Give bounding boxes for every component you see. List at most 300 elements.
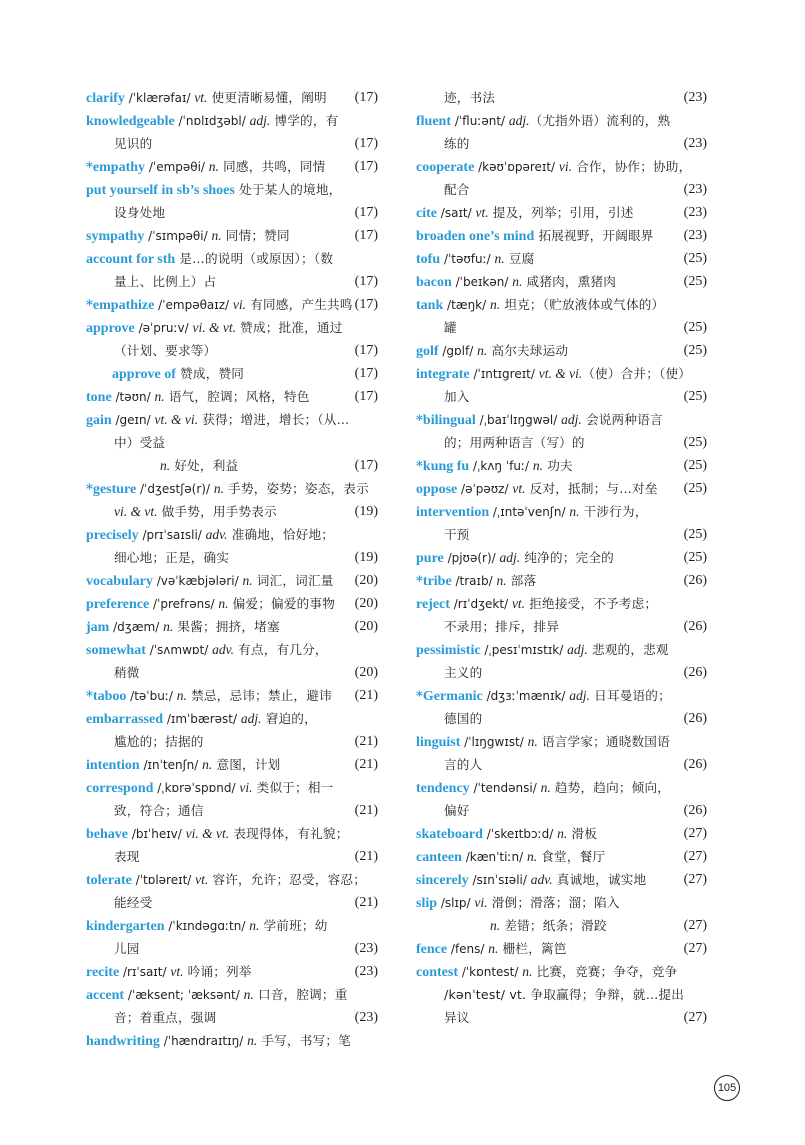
definition: 见识的 <box>114 136 153 151</box>
phonetic: /prɪˈsaɪsli/ <box>138 528 206 542</box>
definition: （使）合并；（使） <box>582 366 692 381</box>
headword: tank <box>416 298 444 313</box>
entry-line <box>86 293 378 316</box>
phonetic: /kəʊˈɒpəreɪt/ <box>474 160 559 174</box>
unit-reference: (17) <box>354 389 378 404</box>
phonetic: /gɒlf/ <box>438 344 478 358</box>
unit-reference: (20) <box>354 665 378 680</box>
headword: kindergarten <box>86 919 165 934</box>
phonetic: /ˈempəθaɪz/ <box>154 298 233 312</box>
definition: /kənˈtest/ vt. 争取赢得；争辩，就…提出 <box>444 987 685 1002</box>
part-of-speech: vi. <box>239 780 253 795</box>
definition: 稍微 <box>114 665 140 680</box>
headword: tribe <box>422 574 452 589</box>
part-of-speech: n. <box>494 251 505 266</box>
part-of-speech: vi. & vt. <box>114 504 158 519</box>
part-of-speech: n. <box>496 573 507 588</box>
definition: 量上、比例上）占 <box>114 274 217 289</box>
entry-line <box>416 638 707 661</box>
unit-reference: (17) <box>354 274 378 289</box>
entry-line <box>416 454 707 477</box>
headword: kung fu <box>422 459 470 474</box>
phonetic: /ˈsɪmpəθi/ <box>144 229 212 243</box>
part-of-speech: n. <box>211 228 222 243</box>
entry-line <box>86 132 378 155</box>
part-of-speech: n. <box>477 343 488 358</box>
entry-line <box>86 776 378 799</box>
entry-line <box>86 914 378 937</box>
unit-reference: (20) <box>354 619 378 634</box>
definition: 学前班；幼 <box>259 918 328 933</box>
entry-line <box>86 362 378 385</box>
phonetic: /ˈskeɪtbɔːd/ <box>482 827 558 841</box>
definition: 做手势，用手势表示 <box>157 504 277 519</box>
headword: fluent <box>416 114 451 129</box>
headword: bilingual <box>422 413 476 428</box>
headword: canteen <box>416 850 462 865</box>
definition: 会说两种语言 <box>581 412 663 427</box>
phonetic: /ˌɪntəˈvenʃn/ <box>489 505 570 519</box>
headword: golf <box>416 344 439 359</box>
phonetic: /ˈprefrəns/ <box>149 597 219 611</box>
definition: 儿园 <box>114 941 140 956</box>
unit-reference: (27) <box>683 918 707 933</box>
unit-reference: (27) <box>683 872 707 887</box>
part-of-speech: n. <box>490 918 501 933</box>
entry-line <box>86 224 378 247</box>
headword: cooperate <box>416 160 475 175</box>
part-of-speech: vt. <box>170 964 184 979</box>
headword: tone <box>86 390 112 405</box>
definition: 功夫 <box>543 458 573 473</box>
part-of-speech: n. <box>154 389 165 404</box>
entry-line <box>86 983 378 1006</box>
part-of-speech: vt. <box>475 205 489 220</box>
headword: approve <box>86 321 135 336</box>
definition: 表现得体，有礼貌； <box>229 826 349 841</box>
definition: 赞成，赞同 <box>175 366 245 381</box>
part-of-speech: adj. <box>561 412 582 427</box>
entry-line <box>86 86 378 109</box>
entry-line <box>416 523 707 546</box>
headword: tolerate <box>86 873 132 888</box>
definition: 偏爱；偏爱的事物 <box>228 596 336 611</box>
phonetic: /təʊn/ <box>111 390 155 404</box>
phonetic: /rɪˈdʒekt/ <box>449 597 512 611</box>
entry-line <box>416 753 707 776</box>
entry-line <box>86 707 378 730</box>
phonetic: /vəˈkæbjələri/ <box>152 574 243 588</box>
definition: 手势，姿势；姿态，表示 <box>223 481 369 496</box>
entry-line <box>416 178 707 201</box>
phonetic: /ˈɪntɪgreɪt/ <box>469 367 539 381</box>
phonetic: /sɪnˈsɪəli/ <box>468 873 531 887</box>
part-of-speech: n. <box>213 481 224 496</box>
definition: 准确地，恰好地； <box>227 527 335 542</box>
headword: somewhat <box>86 643 146 658</box>
definition: 致，符合；通信 <box>114 803 204 818</box>
headword: knowledgeable <box>86 114 175 129</box>
unit-reference: (25) <box>683 550 707 565</box>
unit-reference: (23) <box>354 1010 378 1025</box>
entry-line <box>416 270 707 293</box>
star-marker: * <box>86 298 93 313</box>
definition: 罐 <box>444 320 457 335</box>
definition: （尤指外语）流利的，熟 <box>529 113 671 128</box>
part-of-speech: adj. <box>499 550 521 565</box>
headword: clarify <box>86 91 125 106</box>
entry-line <box>416 569 707 592</box>
unit-reference: (25) <box>683 251 707 266</box>
unit-reference: (17) <box>354 205 378 220</box>
definition: 悲观的，悲观 <box>587 642 669 657</box>
definition: 使更清晰易懂，阐明 <box>207 90 327 105</box>
entry-line <box>416 109 707 132</box>
entry-line <box>86 592 378 615</box>
entry-line <box>86 500 378 523</box>
definition: 有点，有几分， <box>233 642 328 657</box>
entry-line <box>416 316 707 339</box>
part-of-speech: adj. <box>240 711 262 726</box>
unit-reference: (19) <box>354 550 378 565</box>
phonetic: /təˈbuː/ <box>126 689 177 703</box>
entry-line <box>416 799 707 822</box>
entry-line <box>416 431 707 454</box>
headword: integrate <box>416 367 470 382</box>
unit-reference: (27) <box>683 1010 707 1025</box>
phonetic: /ˌkʌŋ ˈfuː/ <box>469 459 533 473</box>
part-of-speech: n. <box>488 941 499 956</box>
entry-line <box>416 201 707 224</box>
entry-line <box>416 868 707 891</box>
unit-reference: (26) <box>683 665 707 680</box>
definition: 食堂，餐厅 <box>537 849 606 864</box>
entry-line <box>86 546 378 569</box>
entry-line <box>86 247 378 270</box>
unit-reference: (21) <box>354 734 378 749</box>
unit-reference: (27) <box>683 826 707 841</box>
headword: intervention <box>416 505 490 520</box>
definition: 栅栏，篱笆 <box>498 941 567 956</box>
headword: intention <box>86 758 140 773</box>
definition: 能经受 <box>114 895 153 910</box>
entry-line <box>416 247 707 270</box>
part-of-speech: adj. <box>508 113 530 128</box>
definition: 偏好 <box>444 803 470 818</box>
unit-reference: (17) <box>354 159 378 174</box>
definition: 咸猪肉，熏猪肉 <box>522 274 617 289</box>
unit-reference: (23) <box>683 182 707 197</box>
entry-line <box>416 362 707 385</box>
definition: 窘迫的， <box>261 711 317 726</box>
headword: Germanic <box>422 689 483 704</box>
entry-line <box>86 822 378 845</box>
definition: 滑板 <box>567 826 598 841</box>
phonetic: /ˈbeɪkən/ <box>451 275 513 289</box>
part-of-speech: n. <box>208 159 219 174</box>
part-of-speech: n. <box>163 619 174 634</box>
entry-line <box>86 638 378 661</box>
unit-reference: (27) <box>683 849 707 864</box>
headword: taboo <box>92 689 127 704</box>
unit-reference: (19) <box>354 504 378 519</box>
entry-line <box>86 178 378 201</box>
headword: empathy <box>92 160 146 175</box>
headword: handwriting <box>86 1034 160 1049</box>
part-of-speech: n. <box>249 918 260 933</box>
phonetic: /bɪˈheɪv/ <box>128 827 186 841</box>
entry-line <box>86 684 378 707</box>
definition: 高尔夫球运动 <box>487 343 569 358</box>
entry-line <box>86 615 378 638</box>
unit-reference: (17) <box>354 90 378 105</box>
definition: 果酱；拥挤，堵塞 <box>173 619 280 634</box>
entry-line <box>416 546 707 569</box>
star-marker: * <box>416 689 423 704</box>
headword: skateboard <box>416 827 483 842</box>
definition: 趋势，趋向；倾向， <box>550 780 671 795</box>
headword: pure <box>416 551 444 566</box>
part-of-speech: vt. & vi. <box>154 412 198 427</box>
entry-line <box>86 868 378 891</box>
entry-line <box>86 523 378 546</box>
entry-line <box>416 983 707 1006</box>
phonetic: /əˈpəʊz/ <box>457 482 513 496</box>
entry-line <box>416 1006 707 1029</box>
phonetic: /dʒɜːˈmænɪk/ <box>482 689 570 703</box>
definition: 词汇，词汇量 <box>252 573 334 588</box>
headword: account for sth <box>86 252 176 267</box>
unit-reference: (21) <box>354 803 378 818</box>
part-of-speech: n. <box>243 987 254 1002</box>
unit-reference: (26) <box>683 803 707 818</box>
headword: contest <box>416 965 458 980</box>
part-of-speech: vt. <box>511 596 526 611</box>
part-of-speech: n. <box>532 458 543 473</box>
headword: vocabulary <box>86 574 153 589</box>
phonetic: /ˈklærəfaɪ/ <box>124 91 195 105</box>
part-of-speech: n. <box>512 274 523 289</box>
star-marker: * <box>86 689 93 704</box>
headword: tendency <box>416 781 470 796</box>
phonetic: /geɪn/ <box>111 413 155 427</box>
phonetic: /ɪnˈtenʃn/ <box>139 758 203 772</box>
phonetic: /ˈæksent; ˈæksənt/ <box>124 988 244 1002</box>
entry-line <box>86 155 378 178</box>
definition: 细心地；正是，确实 <box>114 550 230 565</box>
definition: 练的 <box>444 136 470 151</box>
entry-line <box>416 339 707 362</box>
part-of-speech: adv. <box>530 872 553 887</box>
entry-line <box>86 1006 378 1029</box>
unit-reference: (21) <box>354 757 378 772</box>
phonetic: /ˈsʌmwɒt/ <box>145 643 213 657</box>
part-of-speech: vt. <box>195 872 209 887</box>
definition: 设身处地 <box>114 205 166 220</box>
headword: jam <box>86 620 110 635</box>
unit-reference: (26) <box>683 711 707 726</box>
part-of-speech: n. <box>527 734 538 749</box>
definition: 类似于；相一 <box>252 780 334 795</box>
entry-line <box>416 615 707 638</box>
definition: 比赛，竞赛；争夺，竞争 <box>532 964 678 979</box>
headword: gesture <box>92 482 137 497</box>
phonetic: /rɪˈsaɪt/ <box>119 965 171 979</box>
definition: 博学的，有 <box>270 113 339 128</box>
phonetic: /saɪt/ <box>436 206 476 220</box>
headword: gain <box>86 413 112 428</box>
unit-reference: (20) <box>354 573 378 588</box>
glossary-column-right <box>416 86 707 1029</box>
entry-line <box>416 132 707 155</box>
headword: approve of <box>112 367 176 382</box>
definition: 同感，共鸣，同情 <box>218 159 326 174</box>
definition: 差错；纸条；滑跤 <box>500 918 607 933</box>
definition: 纯净的；完全的 <box>520 550 614 565</box>
phonetic: /ˈtɒləreɪt/ <box>131 873 196 887</box>
unit-reference: (21) <box>354 895 378 910</box>
part-of-speech: adj. <box>569 688 590 703</box>
part-of-speech: vi. <box>558 159 573 174</box>
phonetic: /tæŋk/ <box>443 298 490 312</box>
phonetic: /kænˈtiːn/ <box>461 850 527 864</box>
entry-line <box>86 891 378 914</box>
entry-line <box>86 1029 378 1052</box>
part-of-speech: vi. <box>232 297 247 312</box>
entry-line <box>416 500 707 523</box>
unit-reference: (25) <box>683 458 707 473</box>
unit-reference: (27) <box>683 941 707 956</box>
unit-reference: (21) <box>354 849 378 864</box>
definition: 中）受益 <box>114 435 166 450</box>
entry-line <box>416 937 707 960</box>
phonetic: /pjʊə(r)/ <box>443 551 500 565</box>
definition: 坦克；（贮放液体或气体的） <box>500 297 665 312</box>
definition: 日耳曼语的； <box>589 688 671 703</box>
phonetic: /ˈempəθi/ <box>145 160 209 174</box>
part-of-speech: adj. <box>249 113 271 128</box>
entry-line <box>86 845 378 868</box>
unit-reference: (26) <box>683 757 707 772</box>
part-of-speech: vi. & vt. <box>185 826 230 841</box>
entry-line <box>86 408 378 431</box>
definition: 言的人 <box>444 757 483 772</box>
unit-reference: (25) <box>683 343 707 358</box>
headword: recite <box>86 965 120 980</box>
entry-line <box>86 569 378 592</box>
unit-reference: (23) <box>683 90 707 105</box>
phonetic: /slɪp/ <box>437 896 475 910</box>
part-of-speech: vi. & vt. <box>192 320 236 335</box>
phonetic: /ˈtendənsi/ <box>469 781 541 795</box>
phonetic: /ˈfluːənt/ <box>451 114 509 128</box>
unit-reference: (23) <box>354 941 378 956</box>
phonetic: /ˌpesɪˈmɪstɪk/ <box>480 643 568 657</box>
unit-reference: (26) <box>683 573 707 588</box>
unit-reference: (23) <box>354 964 378 979</box>
unit-reference: (23) <box>683 205 707 220</box>
star-marker: * <box>416 413 423 428</box>
phonetic: /fens/ <box>447 942 489 956</box>
entry-line <box>416 684 707 707</box>
phonetic: /ˌbaɪˈlɪŋgwəl/ <box>475 413 562 427</box>
entry-line <box>416 293 707 316</box>
headword: behave <box>86 827 128 842</box>
definition: 部落 <box>506 573 537 588</box>
entry-line <box>86 270 378 293</box>
definition: 同情；赞同 <box>221 228 290 243</box>
definition: 豆腐 <box>504 251 535 266</box>
unit-reference: (26) <box>683 619 707 634</box>
phonetic: /ˈdʒestʃə(r)/ <box>136 482 214 496</box>
headword: put yourself in sb’s shoes <box>86 183 235 198</box>
unit-reference: (20) <box>354 596 378 611</box>
definition: 滑倒；滑落；溜；陷入 <box>487 895 620 910</box>
unit-reference: (25) <box>683 320 707 335</box>
unit-reference: (17) <box>354 136 378 151</box>
entry-line <box>86 109 378 132</box>
entry-line <box>416 385 707 408</box>
entry-line <box>86 937 378 960</box>
definition: 异议 <box>444 1010 470 1025</box>
star-marker: * <box>86 482 93 497</box>
phonetic: /ˈkɒntest/ <box>458 965 523 979</box>
headword: fence <box>416 942 448 957</box>
entry-line <box>416 707 707 730</box>
definition: 加入 <box>444 389 470 404</box>
definition: 德国的 <box>444 711 483 726</box>
phonetic: /ˈhændraɪtɪŋ/ <box>159 1034 248 1048</box>
part-of-speech: n. <box>522 964 533 979</box>
unit-reference: (25) <box>683 435 707 450</box>
part-of-speech: vt. <box>512 481 526 496</box>
phonetic: /əˈpruːv/ <box>134 321 193 335</box>
unit-reference: (17) <box>354 228 378 243</box>
part-of-speech: vt. <box>194 90 208 105</box>
headword: pessimistic <box>416 643 481 658</box>
part-of-speech: n. <box>490 297 501 312</box>
definition: 主义的 <box>444 665 483 680</box>
definition: 手写，书写；笔 <box>257 1033 351 1048</box>
headword: preference <box>86 597 150 612</box>
unit-reference: (21) <box>354 688 378 703</box>
definition: 赞成；批准，通过 <box>235 320 343 335</box>
definition: 干预 <box>444 527 470 542</box>
definition: 吟诵；列举 <box>183 964 252 979</box>
definition: 真诚地，诚实地 <box>552 872 647 887</box>
headword: accent <box>86 988 125 1003</box>
part-of-speech: vi. <box>474 895 488 910</box>
part-of-speech: n. <box>540 780 551 795</box>
entry-line <box>416 224 707 247</box>
part-of-speech: n. <box>176 688 187 703</box>
entry-line <box>86 661 378 684</box>
definition: 音；着重点，强调 <box>114 1010 217 1025</box>
definition: 有同感，产生共鸣 <box>246 297 353 312</box>
entry-line <box>86 431 378 454</box>
headword: precisely <box>86 528 139 543</box>
headword: cite <box>416 206 437 221</box>
phonetic: /ˈtəʊfuː/ <box>440 252 495 266</box>
entry-line <box>86 799 378 822</box>
definition: 是…的说明（或原因）；（数 <box>175 251 334 266</box>
definition: 迹，书法 <box>444 90 496 105</box>
headword: slip <box>416 896 438 911</box>
headword: broaden one’s mind <box>416 229 535 244</box>
definition: （计划、要求等） <box>114 343 217 358</box>
unit-reference: (17) <box>354 458 378 473</box>
part-of-speech: n. <box>526 849 538 864</box>
